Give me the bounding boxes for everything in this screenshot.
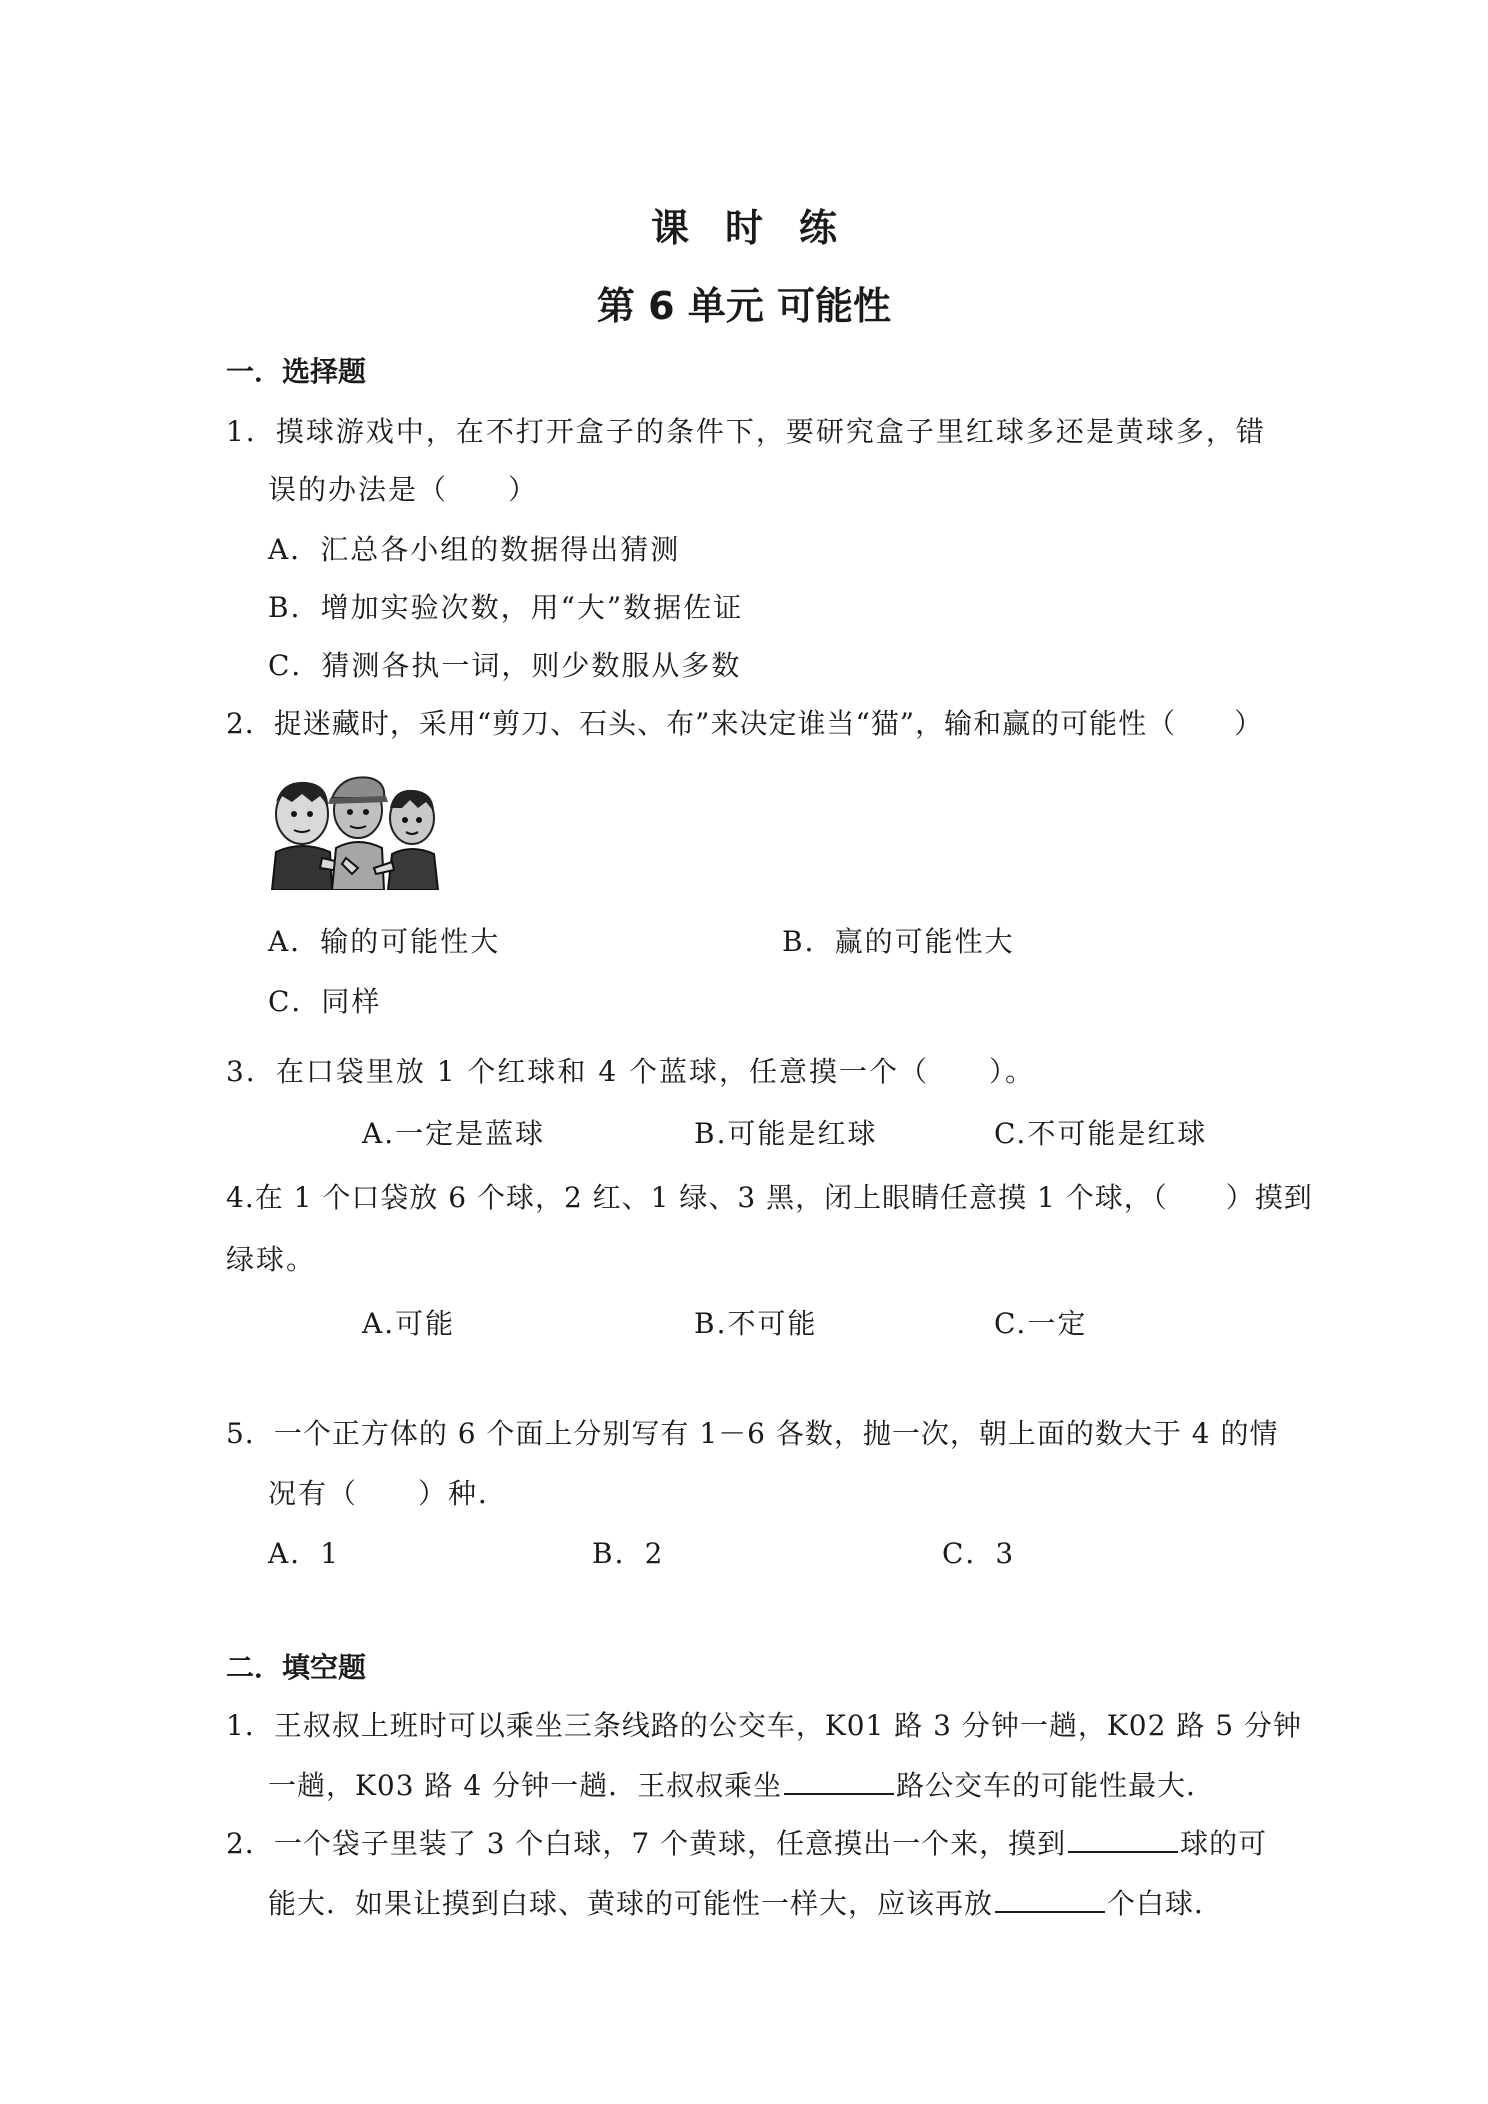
question-4-line-1: 4.在 1 个口袋放 6 个球，2 红、1 绿、3 黑，闭上眼睛任意摸 1 个球，（ ）摸到 xyxy=(226,1181,1313,1214)
fill-question-1-text-before-blank: 一趟，K03 路 4 分钟一趟．王叔叔乘坐 xyxy=(268,1769,783,1802)
question-2-line-1: 2．捉迷藏时，采用“剪刀、石头、布”来决定谁当“猫”，输和赢的可能性（ ） xyxy=(226,707,1264,740)
question-1-line-2: 误的办法是（ ） xyxy=(268,473,539,506)
question-4-option-b: B.不可能 xyxy=(694,1307,818,1340)
section-heading-fill-blank: 二．填空题 xyxy=(226,1651,367,1684)
question-3-option-b: B.可能是红球 xyxy=(694,1117,878,1150)
page-title xyxy=(0,197,1488,252)
question-4-option-a: A.可能 xyxy=(362,1307,456,1340)
answer-blank[interactable] xyxy=(784,1767,894,1795)
fill-question-2-text-before-blank-2: 能大．如果让摸到白球、黄球的可能性一样大，应该再放 xyxy=(268,1887,994,1920)
question-5-line-1: 5．一个正方体的 6 个面上分别写有 1－6 各数，抛一次，朝上面的数大于 4 的情 xyxy=(226,1417,1279,1450)
fill-question-1-line-1: 1．王叔叔上班时可以乘坐三条线路的公交车，K01 路 3 分钟一趟，K02 路 5 分钟 xyxy=(226,1709,1302,1742)
question-4-line-2: 绿球。 xyxy=(226,1243,317,1276)
question-1-option-b: B．增加实验次数，用“大”数据佐证 xyxy=(268,591,744,624)
question-2-option-a: A．输的可能性大 xyxy=(268,925,501,958)
question-2-option-c: C．同样 xyxy=(268,985,382,1018)
title-char: 练 xyxy=(799,206,838,250)
question-3-option-c: C.不可能是红球 xyxy=(994,1117,1208,1150)
question-5-option-a: A．1 xyxy=(268,1537,341,1570)
question-5-line-2: 况有（ ）种． xyxy=(268,1477,509,1510)
answer-blank[interactable] xyxy=(1068,1825,1178,1853)
question-2-option-b: B．赢的可能性大 xyxy=(782,925,1015,958)
question-5-option-b: B．2 xyxy=(592,1537,665,1570)
fill-question-1-text-after-blank: 路公交车的可能性最大． xyxy=(896,1769,1216,1802)
question-3-line-1: 3．在口袋里放 1 个红球和 4 个蓝球，任意摸一个（ ）。 xyxy=(226,1055,1036,1088)
page-subtitle: 第 6 单元 可能性 xyxy=(596,284,892,328)
question-5-option-c: C．3 xyxy=(942,1537,1016,1570)
fill-question-2-text-before-blank: 2．一个袋子里装了 3 个白球，7 个黄球，任意摸出一个来，摸到 xyxy=(226,1827,1067,1860)
section-heading-choice: 一．选择题 xyxy=(226,355,367,388)
fill-question-2-line-1 xyxy=(226,1822,1267,1862)
rock-paper-scissors-illustration xyxy=(262,772,450,890)
fill-question-2-line-2 xyxy=(268,1882,1223,1922)
title-char: 课 xyxy=(650,206,689,250)
question-4-option-c: C.一定 xyxy=(994,1307,1088,1340)
question-3-option-a: A.一定是蓝球 xyxy=(362,1117,546,1150)
fill-question-1-line-2 xyxy=(268,1764,1215,1804)
question-1-option-c: C．猜测各执一词，则少数服从多数 xyxy=(268,649,742,682)
answer-blank[interactable] xyxy=(995,1885,1105,1913)
fill-question-2-text-after-blank: 球的可 xyxy=(1180,1827,1268,1860)
title-char: 时 xyxy=(724,206,763,250)
fill-question-2-text-after-blank-2: 个白球． xyxy=(1107,1887,1224,1920)
question-1-option-a: A．汇总各小组的数据得出猜测 xyxy=(268,533,681,566)
question-1-line-1: 1．摸球游戏中，在不打开盒子的条件下，要研究盒子里红球多还是黄球多，错 xyxy=(226,415,1266,448)
